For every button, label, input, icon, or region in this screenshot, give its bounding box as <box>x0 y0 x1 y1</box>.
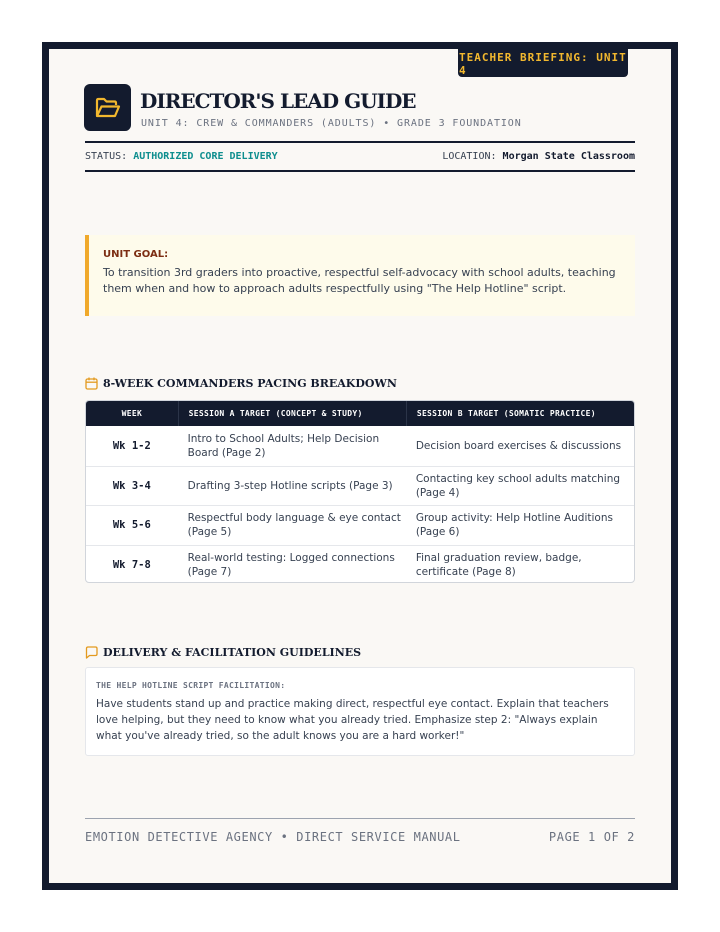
pacing-heading <box>85 377 397 390</box>
briefing-tag: TEACHER BRIEFING: UNIT 4 <box>459 51 627 77</box>
unit-goal-callout <box>85 235 635 316</box>
table-row <box>86 505 634 545</box>
week-cell: Wk 1-2 <box>112 439 151 452</box>
session-a-cell: Intro to School Adults; Help Decision Board (Page 2) <box>187 432 380 459</box>
facilitation-text: Have students stand up and practice making direct, respectful eye contact. Explain that teachers love helping, but they need to know what you already tried. Emphasize step 2: "Always explain what you've already tried, so the adult knows you are a hard worker!" <box>96 698 609 742</box>
week-cell: Wk 5-6 <box>112 519 151 532</box>
session-b-cell: Group activity: Help Hotline Auditions (Page 6) <box>415 512 613 539</box>
page-footer <box>85 818 635 844</box>
pacing-heading-text: 8-WEEK COMMANDERS PACING BREAKDOWN <box>103 377 397 390</box>
footer-page-number: PAGE 1 OF 2 <box>548 830 635 844</box>
session-b-cell: Contacting key school adults matching (Page 4) <box>415 472 621 499</box>
session-a-cell: Drafting 3-step Hotline scripts (Page 3) <box>187 479 393 492</box>
page-title: DIRECTOR'S LEAD GUIDE <box>140 89 416 113</box>
calendar-icon <box>85 377 98 390</box>
column-header-session-a: SESSION A TARGET (CONCEPT & STUDY) <box>178 401 406 426</box>
table-row <box>86 545 634 584</box>
guidelines-heading-text: DELIVERY & FACILITATION GUIDELINES <box>103 646 362 659</box>
week-cell: Wk 3-4 <box>112 479 151 492</box>
guidelines-heading <box>85 646 361 659</box>
facilitation-label: THE HELP HOTLINE SCRIPT FACILITATION: <box>96 681 286 690</box>
location-label: LOCATION: <box>442 151 497 162</box>
status-bar <box>85 141 635 172</box>
table-row <box>86 466 634 506</box>
unit-goal-text: To transition 3rd graders into proactive, respectful self-advocacy with school adults, teaching them when and how to approach adults respectfully using "The Help Hotline" script. <box>103 266 616 295</box>
session-a-cell: Real-world testing: Logged connections (Page 7) <box>187 551 395 578</box>
document-page <box>49 49 671 883</box>
status-value: AUTHORIZED CORE DELIVERY <box>133 151 278 162</box>
page-subtitle: UNIT 4: CREW & COMMANDERS (ADULTS) • GRADE 3 FOUNDATION <box>141 118 522 129</box>
week-cell: Wk 7-8 <box>112 558 151 571</box>
folder-open-icon <box>95 97 121 119</box>
footer-agency: EMOTION DETECTIVE AGENCY • DIRECT SERVICE MANUAL <box>85 830 461 844</box>
status-group <box>85 151 278 162</box>
page-frame <box>42 42 678 890</box>
session-b-cell: Decision board exercises & discussions <box>415 439 622 452</box>
pacing-table <box>85 400 635 583</box>
status-label: STATUS: <box>85 151 128 162</box>
location-value: Morgan State Classroom <box>502 151 635 162</box>
session-a-cell: Respectful body language & eye contact (Page 5) <box>187 512 401 539</box>
message-square-icon <box>85 646 98 659</box>
table-header <box>86 401 634 426</box>
column-header-week: WEEK <box>121 409 143 418</box>
unit-goal-label: UNIT GOAL: <box>103 249 169 260</box>
table-body <box>86 426 634 583</box>
table-row <box>86 426 634 466</box>
session-b-cell: Final graduation review, badge, certificate (Page 8) <box>415 551 582 578</box>
facilitation-card <box>85 667 635 756</box>
column-header-session-b: SESSION B TARGET (SOMATIC PRACTICE) <box>406 401 634 426</box>
logo-badge <box>84 84 131 131</box>
location-group <box>442 151 635 162</box>
